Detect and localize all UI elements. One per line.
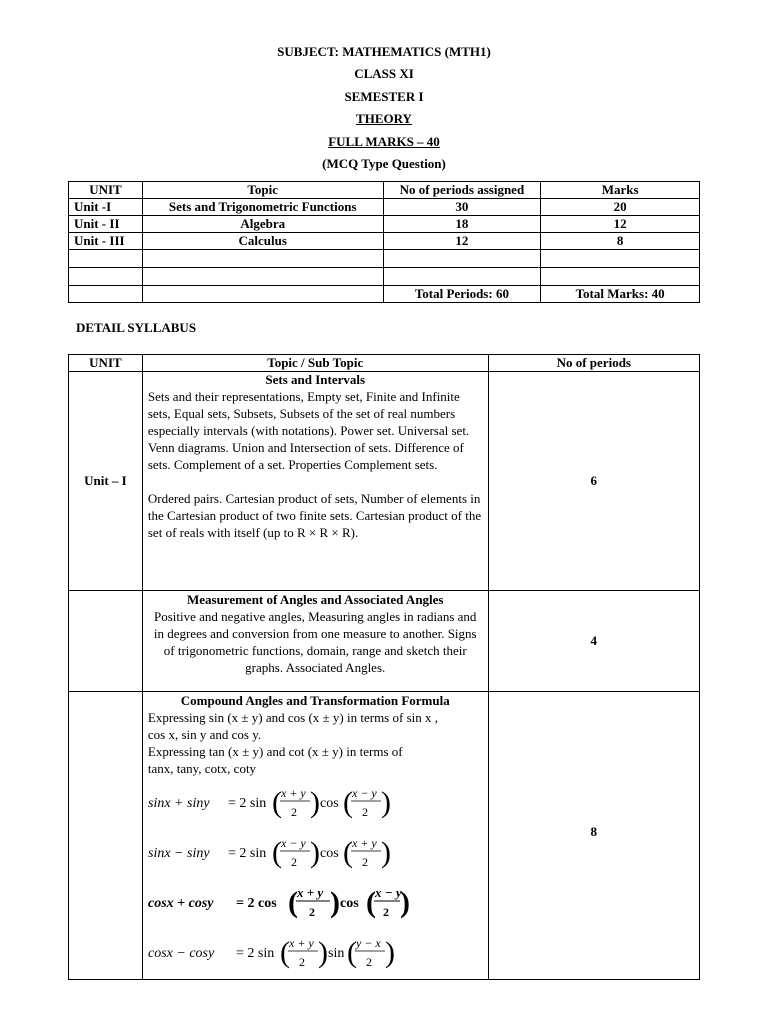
svg-text:): ) bbox=[317, 936, 328, 969]
table-row bbox=[69, 216, 700, 233]
section-row-sets bbox=[69, 372, 700, 591]
svg-text:= 2 sin: = 2 sin bbox=[235, 946, 275, 961]
svg-text:x − y: x − y bbox=[374, 885, 402, 900]
formula-sum-of-sines bbox=[148, 779, 408, 827]
topic-cell: Algebra bbox=[142, 216, 383, 233]
svg-text:cosx + cosy: cosx + cosy bbox=[147, 896, 214, 911]
svg-text:x − y: x − y bbox=[280, 836, 306, 850]
topic-cell bbox=[142, 591, 488, 692]
col-topic: Topic / Sub Topic bbox=[142, 355, 488, 372]
svg-text:= 2 sin: = 2 sin bbox=[227, 796, 267, 811]
svg-text:cos: cos bbox=[319, 846, 339, 861]
svg-text:cos: cos bbox=[339, 896, 359, 911]
col-unit: UNIT bbox=[69, 182, 143, 199]
svg-text:(: ( bbox=[346, 936, 357, 969]
periods-cell: 6 bbox=[488, 372, 699, 591]
svg-text:y − x: y − x bbox=[355, 936, 381, 950]
section-title: Sets and Intervals bbox=[265, 372, 366, 387]
section-row-angles bbox=[69, 591, 700, 692]
svg-text:x + y: x + y bbox=[296, 885, 324, 900]
section-body: Sets and their representations, Empty set, Finite and Infinite sets, Equal sets, Subsets, Subsets of the set of real numbers especially intervals (with notations). Power set. Universal set. Venn diagrams. Union and Intersection of sets. Difference of sets. Complement of a set. Properties Complement sets. bbox=[147, 389, 470, 472]
unit-label: Unit – I bbox=[69, 372, 143, 591]
total-periods: Total Periods: 60 bbox=[383, 286, 541, 303]
svg-text:(: ( bbox=[342, 836, 353, 869]
svg-text:(: ( bbox=[365, 886, 376, 919]
section-body-line: Expressing sin (x ± y) and cos (x ± y) in terms of sin x , bbox=[147, 710, 438, 725]
col-unit: UNIT bbox=[69, 355, 143, 372]
formula-difference-of-sines bbox=[148, 829, 408, 877]
col-periods: No of periods assigned bbox=[383, 182, 541, 199]
topic-cell bbox=[142, 372, 488, 591]
topic-cell: Sets and Trigonometric Functions bbox=[142, 199, 383, 216]
svg-text:cosx − cosy: cosx − cosy bbox=[147, 946, 215, 961]
svg-text:): ) bbox=[380, 786, 391, 819]
total-marks: Total Marks: 40 bbox=[541, 286, 700, 303]
svg-text:2: 2 bbox=[290, 805, 297, 819]
svg-text:x + y: x + y bbox=[351, 836, 377, 850]
periods-cell: 30 bbox=[383, 199, 541, 216]
svg-text:2: 2 bbox=[298, 955, 305, 969]
section-body-line: Expressing tan (x ± y) and cot (x ± y) in terms of bbox=[147, 744, 403, 759]
svg-text:): ) bbox=[329, 886, 340, 919]
svg-text:x + y: x + y bbox=[280, 786, 306, 800]
section-body-line: cos x, sin y and cos y. bbox=[147, 727, 262, 742]
empty-row bbox=[69, 268, 700, 286]
semester-heading: SEMESTER I bbox=[344, 89, 424, 104]
formula-difference-of-cosines bbox=[148, 929, 408, 977]
periods-cell: 8 bbox=[488, 692, 699, 980]
unit-cell: Unit -I bbox=[69, 199, 143, 216]
svg-text:= 2 cos: = 2 cos bbox=[235, 896, 277, 911]
topic-cell: Calculus bbox=[142, 233, 383, 250]
full-marks-text: FULL MARKS – 40 bbox=[328, 134, 440, 149]
totals-row bbox=[69, 286, 700, 303]
svg-text:2: 2 bbox=[361, 855, 368, 869]
marks-cell: 20 bbox=[541, 199, 700, 216]
col-marks: Marks bbox=[541, 182, 700, 199]
svg-text:): ) bbox=[399, 886, 410, 919]
section-row-compound bbox=[69, 692, 700, 980]
periods-cell: 12 bbox=[383, 233, 541, 250]
section-title: Compound Angles and Transformation Formula bbox=[180, 693, 450, 708]
section-title: Measurement of Angles and Associated Angles bbox=[186, 592, 444, 607]
svg-text:x − y: x − y bbox=[351, 786, 377, 800]
formula-sum-of-cosines bbox=[148, 879, 408, 927]
unit-cell: Unit - II bbox=[69, 216, 143, 233]
svg-text:(: ( bbox=[287, 886, 298, 919]
svg-text:): ) bbox=[309, 836, 320, 869]
svg-text:): ) bbox=[309, 786, 320, 819]
svg-text:(: ( bbox=[279, 936, 290, 969]
svg-text:(: ( bbox=[271, 786, 282, 819]
unit-cell: Unit - III bbox=[69, 233, 143, 250]
section-body: Ordered pairs. Cartesian product of sets, Number of elements in the Cartesian product of two finite sets. Cartesian product of the set of reals with itself (up to R × R × R). bbox=[147, 491, 482, 540]
svg-text:): ) bbox=[380, 836, 391, 869]
periods-cell: 18 bbox=[383, 216, 541, 233]
svg-text:sinx + siny: sinx + siny bbox=[147, 796, 210, 811]
table-row bbox=[69, 233, 700, 250]
col-topic: Topic bbox=[142, 182, 383, 199]
theory-text: THEORY bbox=[356, 111, 412, 126]
summary-table bbox=[68, 181, 700, 303]
col-periods: No of periods bbox=[488, 355, 699, 372]
class-heading: CLASS XI bbox=[354, 66, 414, 81]
detail-syllabus-title: DETAIL SYLLABUS bbox=[76, 320, 197, 335]
marks-cell: 8 bbox=[541, 233, 700, 250]
empty-row bbox=[69, 250, 700, 268]
summary-header-row bbox=[69, 182, 700, 199]
section-body: Positive and negative angles, Measuring angles in radians and in degrees and conversion from one measure to another. Signs of trigonometric functions, domain, range and sketch their graphs. Associated Angles. bbox=[153, 609, 477, 675]
svg-text:2: 2 bbox=[290, 855, 297, 869]
svg-text:): ) bbox=[384, 936, 395, 969]
svg-text:2: 2 bbox=[361, 805, 368, 819]
question-type-heading: (MCQ Type Question) bbox=[322, 156, 446, 171]
svg-text:2: 2 bbox=[382, 905, 389, 919]
subject-heading: SUBJECT: MATHEMATICS (MTH1) bbox=[277, 44, 491, 59]
section-body-line: tanx, tany, cotx, coty bbox=[147, 761, 257, 776]
svg-text:2: 2 bbox=[308, 905, 315, 919]
marks-cell: 12 bbox=[541, 216, 700, 233]
full-marks-heading bbox=[0, 134, 768, 150]
svg-text:sin: sin bbox=[327, 946, 345, 961]
table-row bbox=[69, 199, 700, 216]
svg-text:(: ( bbox=[271, 836, 282, 869]
svg-text:x + y: x + y bbox=[288, 936, 314, 950]
svg-text:= 2 sin: = 2 sin bbox=[227, 846, 267, 861]
svg-text:cos: cos bbox=[319, 796, 339, 811]
detail-header-row bbox=[69, 355, 700, 372]
periods-cell: 4 bbox=[488, 591, 699, 692]
svg-text:sinx − siny: sinx − siny bbox=[147, 846, 210, 861]
svg-text:(: ( bbox=[342, 786, 353, 819]
topic-cell bbox=[142, 692, 488, 980]
theory-heading bbox=[0, 111, 768, 127]
svg-text:2: 2 bbox=[365, 955, 372, 969]
detail-table bbox=[68, 354, 700, 980]
